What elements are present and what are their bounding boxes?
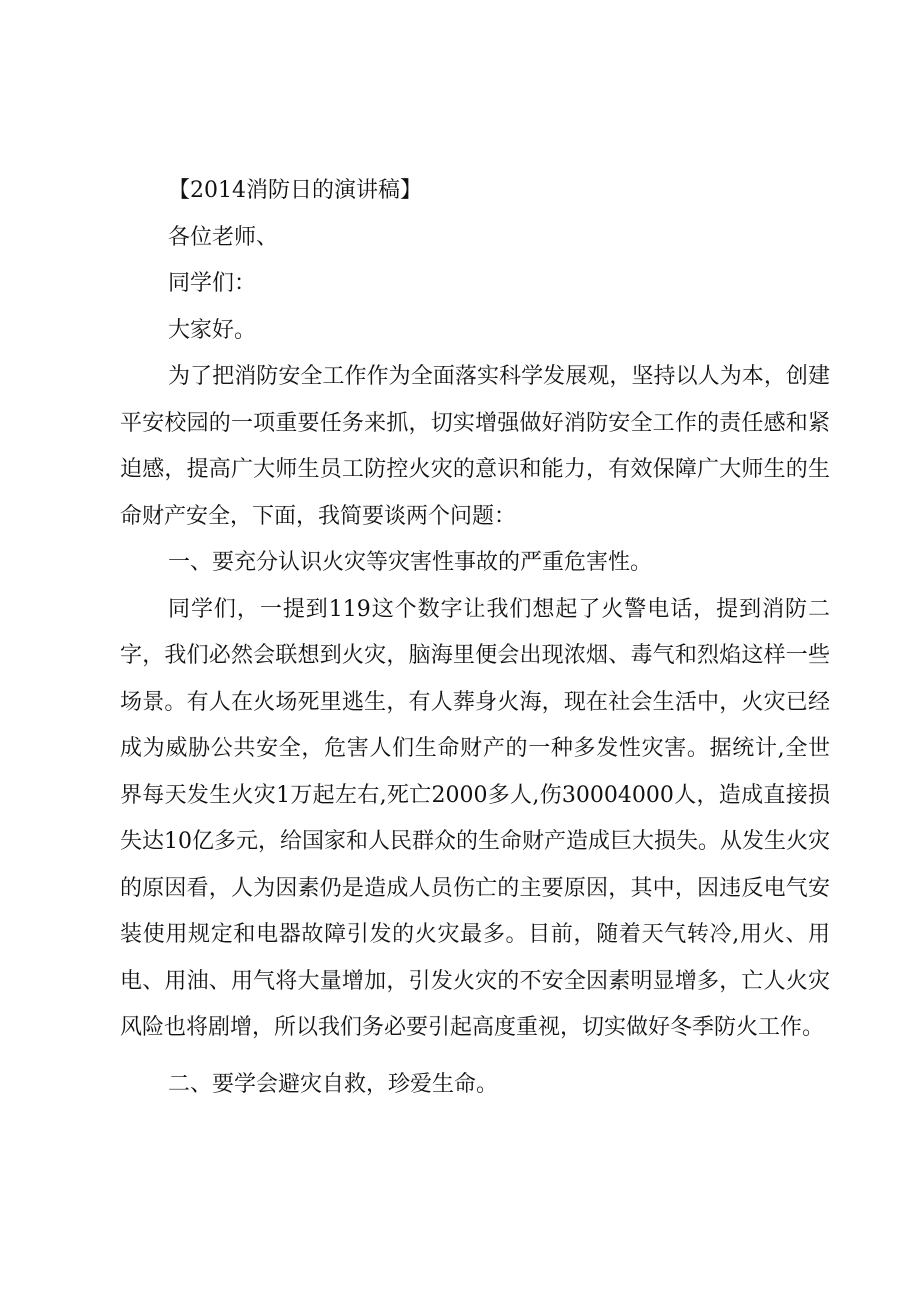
document-title: 【2014消防日的演讲稿】	[168, 178, 422, 203]
section-one-paragraph: 同学们，一提到119这个数字让我们想起了火警电话，提到消防二字，我们必然会联想到火灾，脑海里便会出现浓烟、毒气和烈焰这样一些场景。有人在火场死里逃生，有人葬身火海，现在社会生活中，火灾已经成为威胁公共安全，危害人们生命财产的一种多发性灾害。据统计,全世界每天发生火灾1万起左右,死亡2000多人,伤30004000人，造成直接损失达10亿多元，给国家和人民群众的生命财产造成巨大损失。从发生火灾的原因看，人为因素仍是造成人员伤亡的主要原因，其中，因违反电气安装使用规定和电器故障引发的火灾最多。目前，随着天气转冷,用火、用电、用油、用气将大量增加，引发火灾的不安全因素明显增多，亡人火灾风险也将剧增，所以我们务必要引起高度重视，切实做好冬季防火工作。	[120, 596, 830, 1040]
section-heading-one: 一、要充分认识火灾等灾害性事故的严重危害性。	[168, 550, 653, 575]
section-heading-two: 二、要学会避灾自救，珍爱生命。	[168, 1071, 499, 1097]
document-body	[120, 168, 830, 1108]
greeting: 大家好。	[168, 317, 257, 343]
salutation-students: 同学们：	[168, 271, 257, 296]
intro-paragraph: 为了把消防安全工作作为全面落实科学发展观，坚持以人为本，创建平安校园的一项重要任务来抓，切实增强做好消防安全工作的责任感和紧迫感，提高广大师生员工防控火灾的意识和能力，有效保障广大师生的生命财产安全，下面，我简要谈两个问题：	[120, 364, 830, 529]
salutation-teachers: 各位老师、	[168, 224, 279, 250]
